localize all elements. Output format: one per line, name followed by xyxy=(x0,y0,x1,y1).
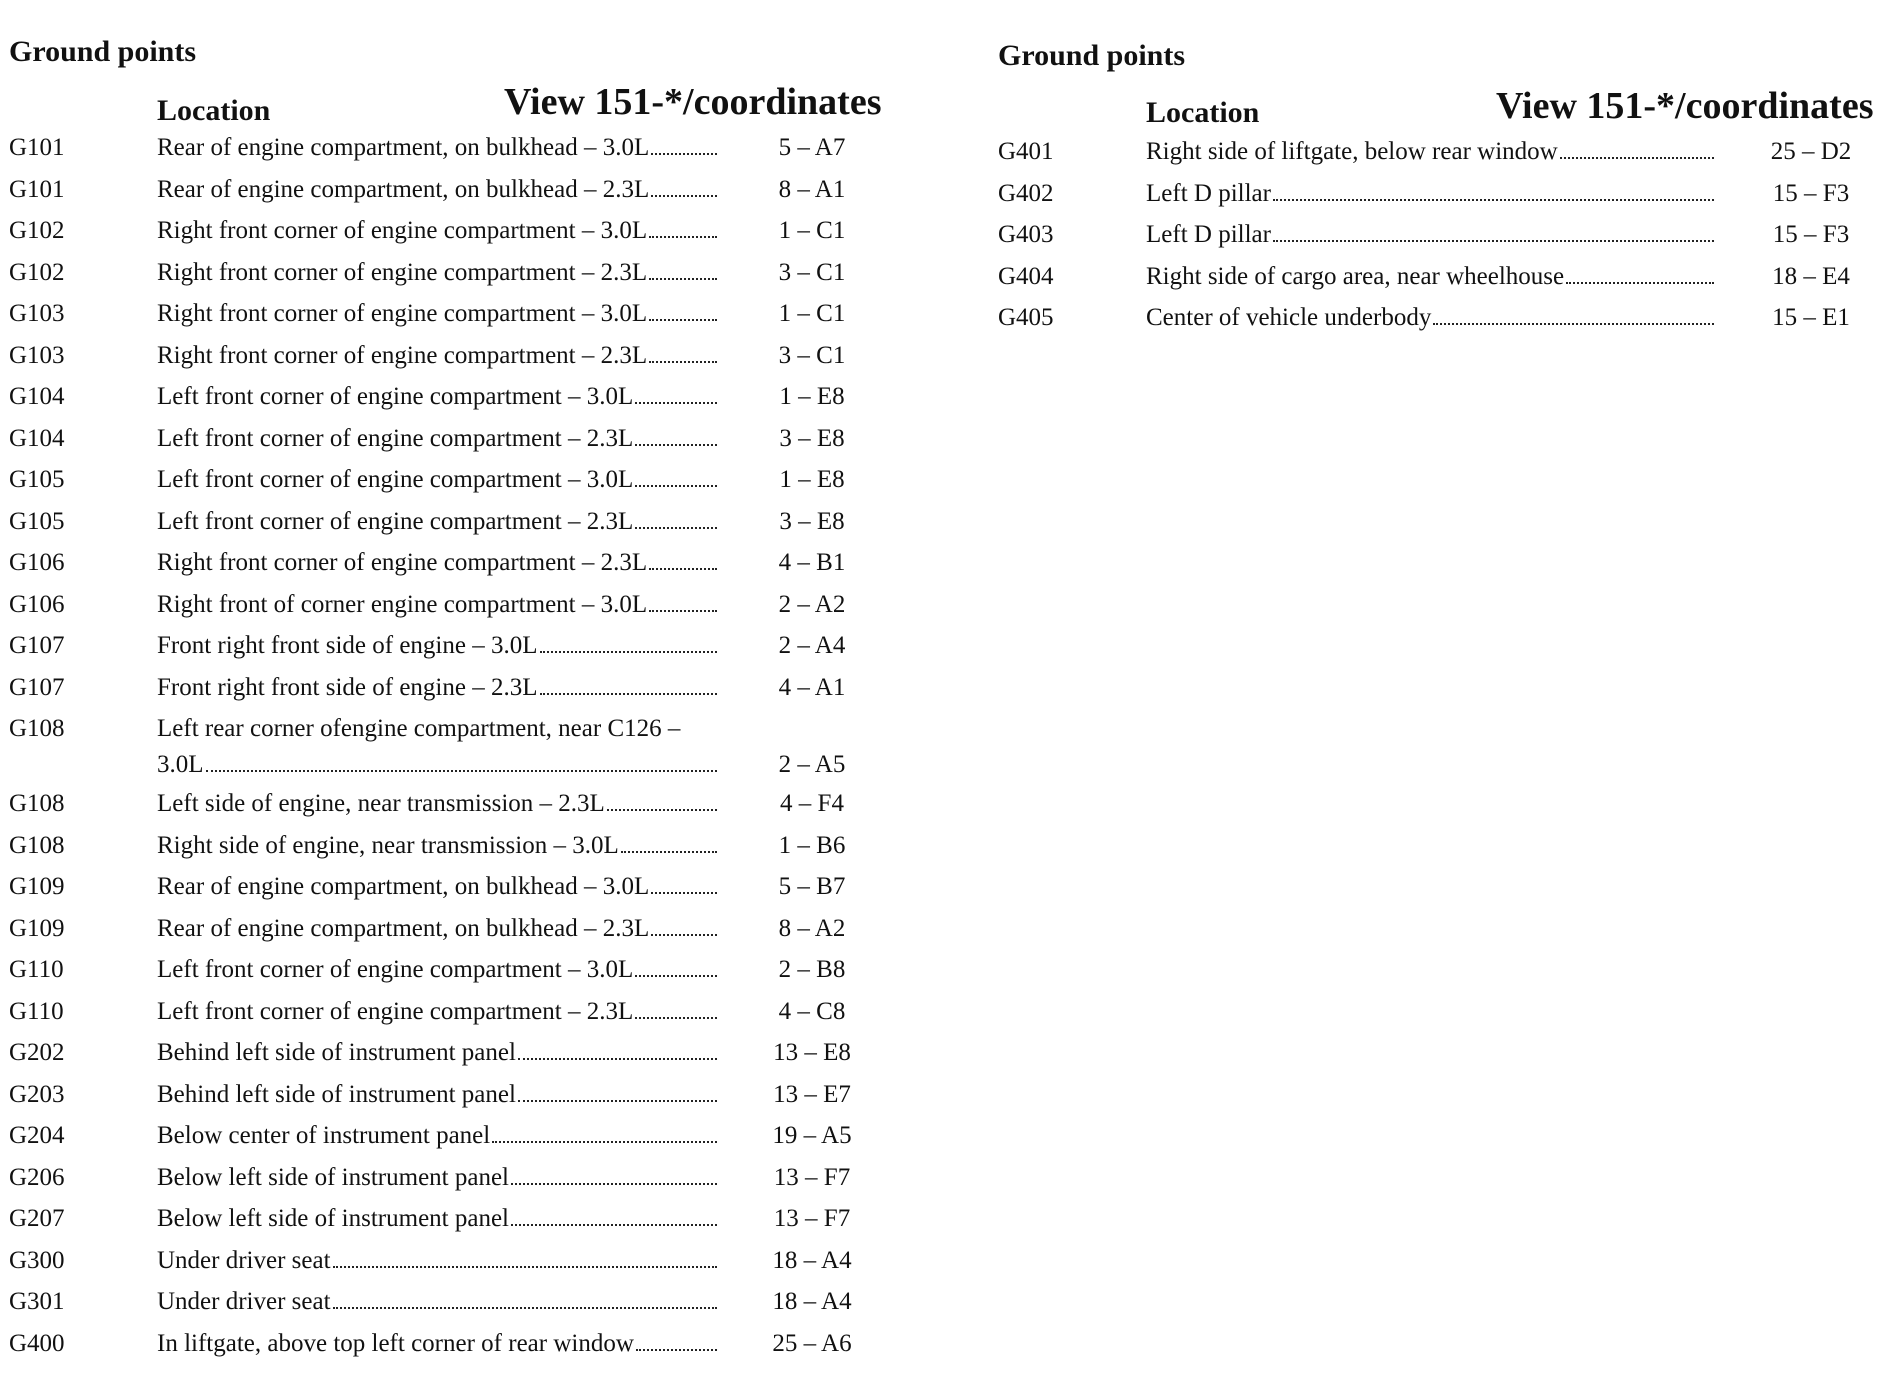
view-coordinates: 15 – F3 xyxy=(1772,221,1850,248)
ground-point-id: G110 xyxy=(9,997,64,1025)
dot-leader xyxy=(1566,282,1714,284)
dot-leader xyxy=(649,568,717,570)
view-coordinates: 18 – A4 xyxy=(772,1246,852,1274)
location-text: Right front corner of engine compartment – 2.3L xyxy=(157,549,648,576)
dot-leader xyxy=(635,444,717,446)
table-row xyxy=(9,994,885,1036)
ground-point-id: G102 xyxy=(9,217,65,244)
location-text: Right front corner of engine compartment – 2.3L xyxy=(157,258,648,286)
view-coordinates: 2 – B8 xyxy=(778,956,846,983)
dot-leader xyxy=(649,319,717,321)
table-row xyxy=(9,296,885,338)
location-text: Left front corner of engine compartment – 3.0L xyxy=(157,466,634,493)
ground-point-id: G103 xyxy=(9,341,65,369)
ground-point-location xyxy=(157,421,739,457)
view-coordinates: 4 – A1 xyxy=(778,673,846,701)
ground-point-id: G202 xyxy=(9,1039,65,1066)
ground-point-id: G106 xyxy=(9,590,65,618)
dot-leader xyxy=(651,153,717,155)
ground-point-location xyxy=(157,587,739,623)
ground-point-id: G206 xyxy=(9,1163,65,1191)
location-text: Behind left side of instrument panel xyxy=(157,1080,516,1108)
table-row xyxy=(998,176,1886,218)
table-row xyxy=(9,786,885,828)
location-text: Rear of engine compartment, on bulkhead – 2.3L xyxy=(157,914,650,942)
ground-point-id: G101 xyxy=(9,175,65,203)
ground-point-location xyxy=(157,130,739,166)
ground-point-id: G110 xyxy=(9,956,64,983)
table-row xyxy=(9,545,885,587)
table-row xyxy=(9,462,885,504)
dot-leader xyxy=(1273,240,1714,242)
ground-point-id: G204 xyxy=(9,1122,65,1149)
ground-point-id: G207 xyxy=(9,1205,65,1232)
ground-point-location xyxy=(1146,259,1736,295)
ground-point-id: G203 xyxy=(9,1080,65,1108)
location-text: Left front corner of engine compartment – 2.3L xyxy=(157,424,634,452)
location-text: Rear of engine compartment, on bulkhead – 2.3L xyxy=(157,175,650,203)
view-coordinates: 8 – A1 xyxy=(778,175,846,203)
ground-point-location xyxy=(157,296,739,332)
view-coordinates: 1 – E8 xyxy=(779,466,845,493)
table-row xyxy=(9,504,885,546)
ground-point-location xyxy=(157,255,739,291)
view-coordinates: 3 – C1 xyxy=(778,341,846,369)
table-row xyxy=(9,711,885,786)
ground-point-location xyxy=(157,786,739,822)
location-text: Right front corner of engine compartment – 3.0L xyxy=(157,300,648,327)
table-row xyxy=(9,869,885,911)
view-coordinates: 5 – A7 xyxy=(778,134,846,161)
ground-point-location xyxy=(157,379,739,415)
dot-leader xyxy=(540,693,718,695)
location-text: In liftgate, above top left corner of rear window xyxy=(157,1329,634,1357)
table-row xyxy=(9,172,885,214)
table-row xyxy=(9,628,885,670)
location-text: Left rear corner ofengine compartment, near C126 – xyxy=(157,715,681,742)
location-text: Rear of engine compartment, on bulkhead – 3.0L xyxy=(157,134,650,161)
column-header xyxy=(998,76,1886,134)
view-coordinates: 25 – A6 xyxy=(772,1329,852,1357)
ground-point-id: G108 xyxy=(9,831,65,859)
table-row xyxy=(9,1243,885,1285)
ground-point-id: G105 xyxy=(9,466,65,493)
view-coordinates: 18 – A4 xyxy=(772,1288,852,1315)
dot-leader xyxy=(540,651,718,653)
table-row xyxy=(9,828,885,870)
view-coordinates: 13 – F7 xyxy=(773,1163,851,1191)
dot-leader xyxy=(651,892,717,894)
table-row xyxy=(9,1201,885,1243)
ground-point-id: G103 xyxy=(9,300,65,327)
ground-point-location xyxy=(157,911,739,947)
ground-point-location xyxy=(157,1160,739,1196)
dot-leader xyxy=(518,1100,717,1102)
ground-point-location xyxy=(157,213,739,249)
dot-leader xyxy=(621,851,717,853)
ground-point-location xyxy=(157,1243,739,1279)
location-text: Left side of engine, near transmission – 2.3L xyxy=(157,790,605,817)
ground-point-id: G107 xyxy=(9,632,65,659)
dot-leader xyxy=(635,527,717,529)
location-text: Right front corner of engine compartment – 2.3L xyxy=(157,341,648,369)
ground-point-id: G104 xyxy=(9,424,65,452)
ground-point-location xyxy=(1146,176,1736,212)
location-text: Under driver seat xyxy=(157,1246,331,1274)
table-row xyxy=(9,1118,885,1160)
ground-point-id: G108 xyxy=(9,715,65,742)
table-row xyxy=(9,421,885,463)
dot-leader xyxy=(492,1141,717,1143)
view-coordinates: 18 – E4 xyxy=(1772,262,1850,290)
table-row xyxy=(998,217,1886,259)
section-title: Ground points xyxy=(9,35,197,68)
view-coordinates: 8 – A2 xyxy=(778,914,846,942)
view-coordinates: 13 – E8 xyxy=(773,1039,851,1066)
ground-point-id: G109 xyxy=(9,914,65,942)
ground-point-location xyxy=(157,504,739,540)
table-row xyxy=(998,259,1886,301)
ground-point-id: G300 xyxy=(9,1246,65,1274)
table-row xyxy=(9,1077,885,1119)
table-row xyxy=(9,213,885,255)
table-row xyxy=(9,670,885,712)
dot-leader xyxy=(206,770,717,772)
view-coordinates-header: View 151-*/coordinates xyxy=(504,81,882,123)
location-text: Left D pillar xyxy=(1146,179,1271,207)
view-coordinates-header: View 151-*/coordinates xyxy=(1496,85,1874,127)
ground-point-location xyxy=(157,1077,739,1113)
table-row xyxy=(9,911,885,953)
location-text: Left front corner of engine compartment – 2.3L xyxy=(157,507,634,535)
view-coordinates: 4 – C8 xyxy=(778,997,846,1025)
dot-leader xyxy=(649,278,717,280)
section-title: Ground points xyxy=(998,39,1186,72)
ground-point-id: G404 xyxy=(998,262,1054,290)
ground-point-id: G400 xyxy=(9,1329,65,1357)
view-coordinates: 5 – B7 xyxy=(778,873,846,900)
view-coordinates: 2 – A2 xyxy=(778,590,846,618)
ground-point-location xyxy=(157,1284,739,1320)
dot-leader xyxy=(511,1224,717,1226)
table-row xyxy=(9,1160,885,1202)
ground-point-location xyxy=(1146,217,1736,253)
right-ground-points-section xyxy=(998,36,1886,342)
location-text: Below center of instrument panel xyxy=(157,1122,491,1149)
view-coordinates: 4 – B1 xyxy=(778,549,846,576)
dot-leader xyxy=(649,236,717,238)
table-row xyxy=(9,1326,885,1368)
table-row xyxy=(9,587,885,629)
location-text: Left front corner of engine compartment – 2.3L xyxy=(157,997,634,1025)
dot-leader xyxy=(333,1266,717,1268)
location-text: Under driver seat xyxy=(157,1288,331,1315)
ground-point-location xyxy=(157,952,739,988)
ground-point-location xyxy=(157,1118,739,1154)
ground-point-location xyxy=(157,172,739,208)
location-text: Left D pillar xyxy=(1146,221,1271,248)
dot-leader xyxy=(636,1349,717,1351)
dot-leader xyxy=(635,1017,717,1019)
table-row xyxy=(9,338,885,380)
dot-leader xyxy=(649,610,717,612)
dot-leader xyxy=(651,934,717,936)
ground-point-id: G402 xyxy=(998,179,1054,207)
ground-point-location xyxy=(157,1035,739,1071)
ground-point-id: G301 xyxy=(9,1288,65,1315)
location-text: Front right front side of engine – 2.3L xyxy=(157,673,538,701)
location-text: Right front corner of engine compartment – 3.0L xyxy=(157,217,648,244)
location-text-continued: 3.0L xyxy=(157,751,204,778)
dot-leader xyxy=(1273,199,1714,201)
location-text: Center of vehicle underbody xyxy=(1146,304,1432,331)
view-coordinates: 1 – C1 xyxy=(778,300,846,327)
view-coordinates: 15 – E1 xyxy=(1772,304,1850,331)
dot-leader xyxy=(635,485,717,487)
ground-point-id: G105 xyxy=(9,507,65,535)
table-row xyxy=(9,130,885,172)
view-coordinates: 13 – F7 xyxy=(773,1205,851,1232)
location-text: Below left side of instrument panel xyxy=(157,1163,510,1191)
ground-point-location xyxy=(157,462,739,498)
dot-leader xyxy=(518,1058,717,1060)
dot-leader xyxy=(333,1307,717,1309)
view-coordinates: 3 – E8 xyxy=(779,507,845,535)
location-text: Rear of engine compartment, on bulkhead – 3.0L xyxy=(157,873,650,900)
left-ground-points-section xyxy=(9,32,885,1367)
dot-leader xyxy=(1433,323,1714,325)
view-coordinates: 3 – C1 xyxy=(778,258,846,286)
location-text: Right side of engine, near transmission – 3.0L xyxy=(157,831,619,859)
table-row xyxy=(9,379,885,421)
location-text: Left front corner of engine compartment – 3.0L xyxy=(157,383,634,410)
table-row xyxy=(998,300,1886,342)
ground-point-id: G401 xyxy=(998,138,1054,165)
ground-point-location xyxy=(157,994,739,1030)
view-coordinates: 1 – B6 xyxy=(778,831,846,859)
location-text: Left front corner of engine compartment – 3.0L xyxy=(157,956,634,983)
table-row xyxy=(998,134,1886,176)
table-row xyxy=(9,1284,885,1326)
ground-point-location xyxy=(157,828,739,864)
view-coordinates: 19 – A5 xyxy=(772,1122,852,1149)
ground-point-location xyxy=(157,869,739,905)
view-coordinates: 25 – D2 xyxy=(1770,138,1852,165)
location-text: Right side of liftgate, below rear window xyxy=(1146,138,1558,165)
location-text: Behind left side of instrument panel xyxy=(157,1039,516,1066)
ground-point-id: G107 xyxy=(9,673,65,701)
location-text: Right front of corner engine compartment – 3.0L xyxy=(157,590,648,618)
location-text: Front right front side of engine – 3.0L xyxy=(157,632,538,659)
ground-point-location xyxy=(157,628,739,664)
table-row xyxy=(9,952,885,994)
location-text: Below left side of instrument panel xyxy=(157,1205,510,1232)
ground-point-id: G108 xyxy=(9,790,65,817)
table-row xyxy=(9,1035,885,1077)
column-header xyxy=(9,72,885,130)
ground-point-location xyxy=(1146,300,1736,336)
dot-leader xyxy=(511,1183,717,1185)
ground-point-location xyxy=(157,670,739,706)
view-coordinates: 3 – E8 xyxy=(779,424,845,452)
view-coordinates: 1 – E8 xyxy=(779,383,845,410)
location-header: Location xyxy=(157,94,271,127)
ground-point-id: G104 xyxy=(9,383,65,410)
dot-leader xyxy=(649,361,717,363)
ground-point-id: G403 xyxy=(998,221,1054,248)
ground-point-id: G101 xyxy=(9,134,65,161)
view-coordinates: 2 – A5 xyxy=(778,751,846,778)
table-row xyxy=(9,255,885,297)
dot-leader xyxy=(607,809,717,811)
view-coordinates: 2 – A4 xyxy=(778,632,846,659)
view-coordinates: 15 – F3 xyxy=(1772,179,1850,207)
ground-point-location xyxy=(157,338,739,374)
location-header: Location xyxy=(1146,96,1260,129)
ground-points-table xyxy=(9,130,885,1367)
ground-point-location xyxy=(157,1326,739,1362)
location-text: Right side of cargo area, near wheelhouse xyxy=(1146,262,1565,290)
ground-points-table xyxy=(998,134,1886,342)
view-coordinates: 13 – E7 xyxy=(773,1080,851,1108)
dot-leader xyxy=(635,402,717,404)
view-coordinates: 1 – C1 xyxy=(778,217,846,244)
dot-leader xyxy=(635,975,717,977)
ground-point-id: G109 xyxy=(9,873,65,900)
dot-leader xyxy=(1560,157,1714,159)
ground-point-id: G106 xyxy=(9,549,65,576)
ground-point-id: G405 xyxy=(998,304,1054,331)
ground-point-location xyxy=(1146,134,1736,170)
view-coordinates: 4 – F4 xyxy=(780,790,844,817)
ground-point-id: G102 xyxy=(9,258,65,286)
dot-leader xyxy=(651,195,717,197)
ground-point-location xyxy=(157,711,739,783)
ground-point-location xyxy=(157,1201,739,1237)
ground-point-location xyxy=(157,545,739,581)
